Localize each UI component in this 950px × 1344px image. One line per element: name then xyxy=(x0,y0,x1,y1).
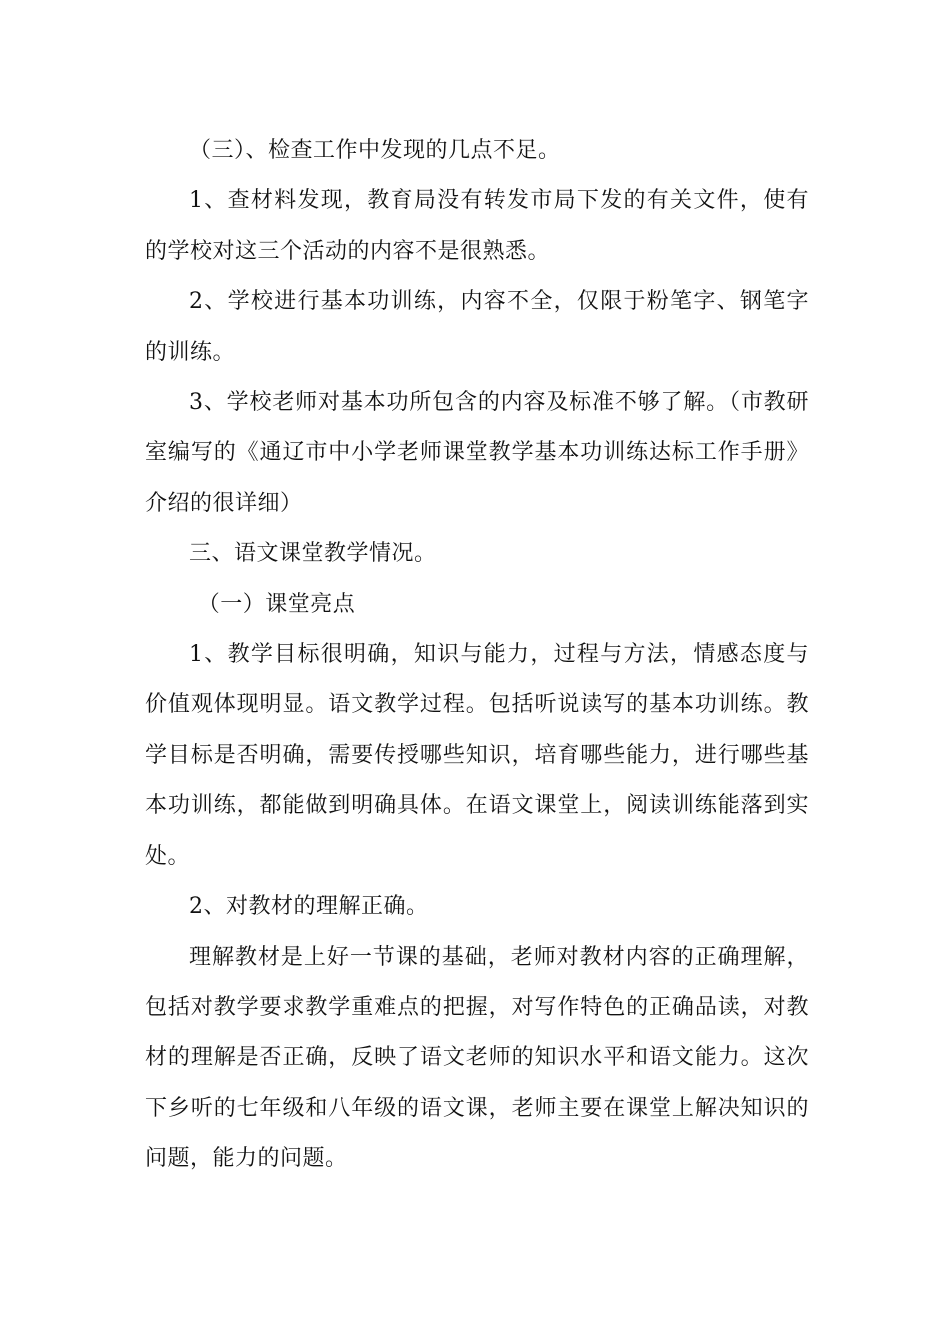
paragraph-highlight-2: 2、对教材的理解正确。 xyxy=(189,894,429,920)
document-body xyxy=(145,126,809,1185)
section-heading-chinese-teaching: 三、语文课堂教学情况。 xyxy=(189,541,437,567)
subsection-heading-highlights: （一）课堂亮点 xyxy=(197,591,356,617)
paragraph-highlight-1: 1、教学目标很明确，知识与能力，过程与方法，情感态度与价值观体现明显。语文教学过程。包括听说读写的基本功训练。教学目标是否明确，需要传授哪些知识，培育哪些能力，进行哪些基本功训练，都能做到明确具体。在语文课堂上，阅读训练能落到实处。 xyxy=(145,642,809,869)
paragraph-deficiency-3: 3、学校老师对基本功所包含的内容及标准不够了解。（市教研室编写的《通辽市中小学老师课堂教学基本功训练达标工作手册》介绍的很详细） xyxy=(145,390,809,516)
paragraph-textbook-understanding: 理解教材是上好一节课的基础，老师对教材内容的正确理解，包括对教学要求教学重难点的把握，对写作特色的正确品读，对教材的理解是否正确，反映了语文老师的知识水平和语文能力。这次下乡听的七年级和八年级的语文课，老师主要在课堂上解决知识的问题，能力的问题。 xyxy=(145,944,809,1172)
paragraph-deficiency-2: 2、学校进行基本功训练，内容不全，仅限于粉笔字、钢笔字的训练。 xyxy=(145,289,809,365)
section-heading-deficiencies: （三）、检查工作中发现的几点不足。 xyxy=(189,138,561,163)
paragraph-deficiency-1: 1、查材料发现，教育局没有转发市局下发的有关文件，使有的学校对这三个活动的内容不是很熟悉。 xyxy=(145,188,809,264)
